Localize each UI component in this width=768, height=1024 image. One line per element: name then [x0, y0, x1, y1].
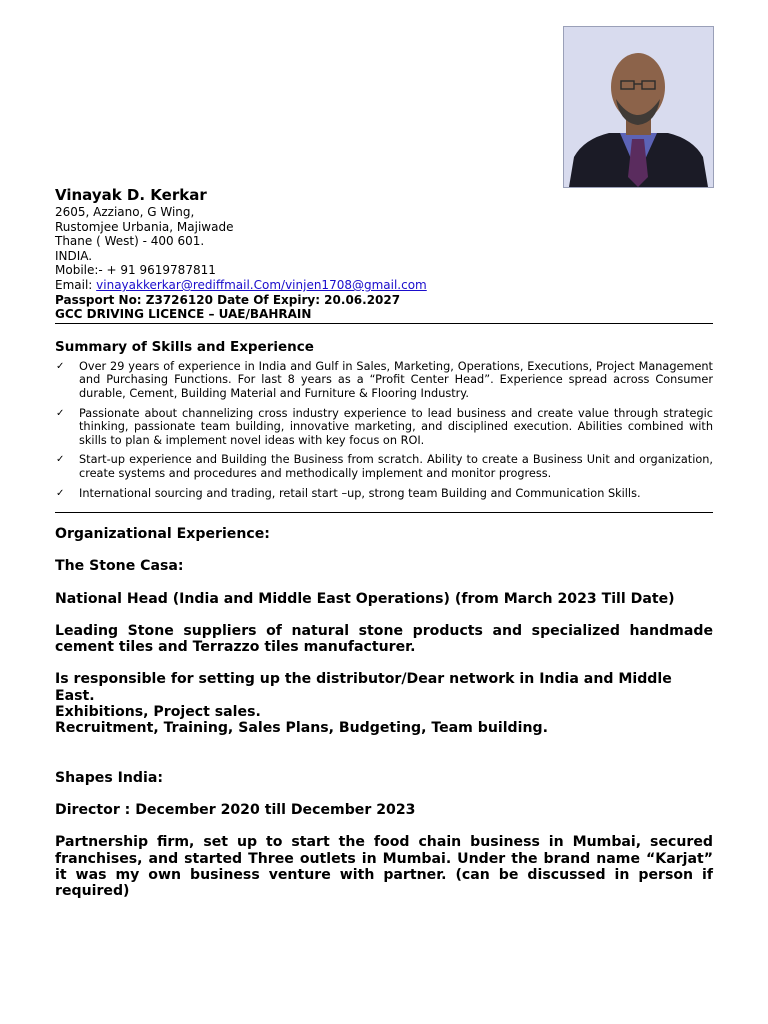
address-line-1: 2605, Azziano, G Wing, — [55, 205, 195, 219]
summary-item-text: International sourcing and trading, retail start –up, strong team Building and Communication Skills. — [79, 486, 641, 500]
company-name-1: The Stone Casa: — [55, 558, 184, 575]
person-portrait-icon — [564, 27, 713, 187]
summary-divider — [55, 512, 713, 513]
summary-item — [55, 360, 713, 400]
driving-licence: GCC DRIVING LICENCE – UAE/BAHRAIN — [55, 307, 312, 322]
profile-photo — [563, 26, 714, 188]
email-link[interactable]: vinayakkerkar@rediffmail.Com/vinjen1708@gmail.com — [96, 277, 427, 292]
company-name-2: Shapes India: — [55, 769, 163, 786]
summary-title: Summary of Skills and Experience — [55, 339, 314, 355]
summary-item — [55, 453, 713, 480]
contact-header — [55, 186, 712, 322]
address-line-4: INDIA. — [55, 248, 93, 263]
summary-item — [55, 407, 713, 447]
responsibility-line-1: Is responsible for setting up the distributor/Dear network in India and Middle East. — [55, 671, 672, 704]
summary-list — [55, 360, 713, 500]
summary-item-text: Over 29 years of experience in India and Gulf in Sales, Marketing, Operations, Executions, Project Management and Purchasing Functions. For last 8 years as a “Profit Center Head”. Experience spread across Consumer durable, Cement, Building Material and Furniture & Flooring Industry. — [79, 360, 713, 400]
address-line-2: Rustomjee Urbania, Majiwade — [55, 219, 234, 234]
summary-item-text: Passionate about channelizing cross industry experience to lead business and create value through strategic thinking, passionate team building, innovative marketing, and disciplined execution. Abilities combined with skills to plan & implement novel ideas with key focus on ROI. — [79, 406, 713, 447]
checkmark-icon: ✓ — [56, 407, 65, 419]
summary-item — [55, 487, 713, 500]
responsibility-line-2: Exhibitions, Project sales. — [55, 704, 261, 721]
job-title-1: National Head (India and Middle East Operations) (from March 2023 Till Date) — [55, 590, 675, 607]
checkmark-icon: ✓ — [56, 361, 65, 372]
job-title-2: Director : December 2020 till December 2023 — [55, 801, 416, 818]
header-divider — [55, 323, 713, 324]
summary-item-text: Start-up experience and Building the Business from scratch. Ability to create a Business Unit and organization, create systems and procedures and methodically implement and monitor progress. — [79, 453, 713, 480]
company-description-2: Partnership firm, set up to start the food chain business in Mumbai, secured franchises, and started Three outlets in Mumbai. Under the brand name “Karjat” it was my own business venture with partner. (can be discussed in person if required) — [55, 834, 713, 900]
email-line — [55, 278, 712, 293]
responsibility-line-3: Recruitment, Training, Sales Plans, Budgeting, Team building. — [55, 720, 548, 737]
summary-section — [55, 338, 713, 507]
candidate-name: Vinayak D. Kerkar — [55, 186, 207, 204]
experience-heading: Organizational Experience: — [55, 526, 270, 542]
mobile-number: Mobile:- + 91 9619787811 — [55, 263, 216, 278]
checkmark-icon: ✓ — [56, 454, 65, 466]
company-description-1: Leading Stone suppliers of natural stone products and specialized handmade cement tiles and Terrazzo tiles manufacturer. — [55, 622, 713, 656]
experience-section — [55, 526, 713, 899]
email-label: Email: — [55, 277, 97, 292]
passport-info: Passport No: Z3726120 Date Of Expiry: 20.06.2027 — [55, 292, 401, 307]
address-line-3: Thane ( West) - 400 601. — [55, 234, 205, 249]
checkmark-icon: ✓ — [56, 487, 65, 499]
